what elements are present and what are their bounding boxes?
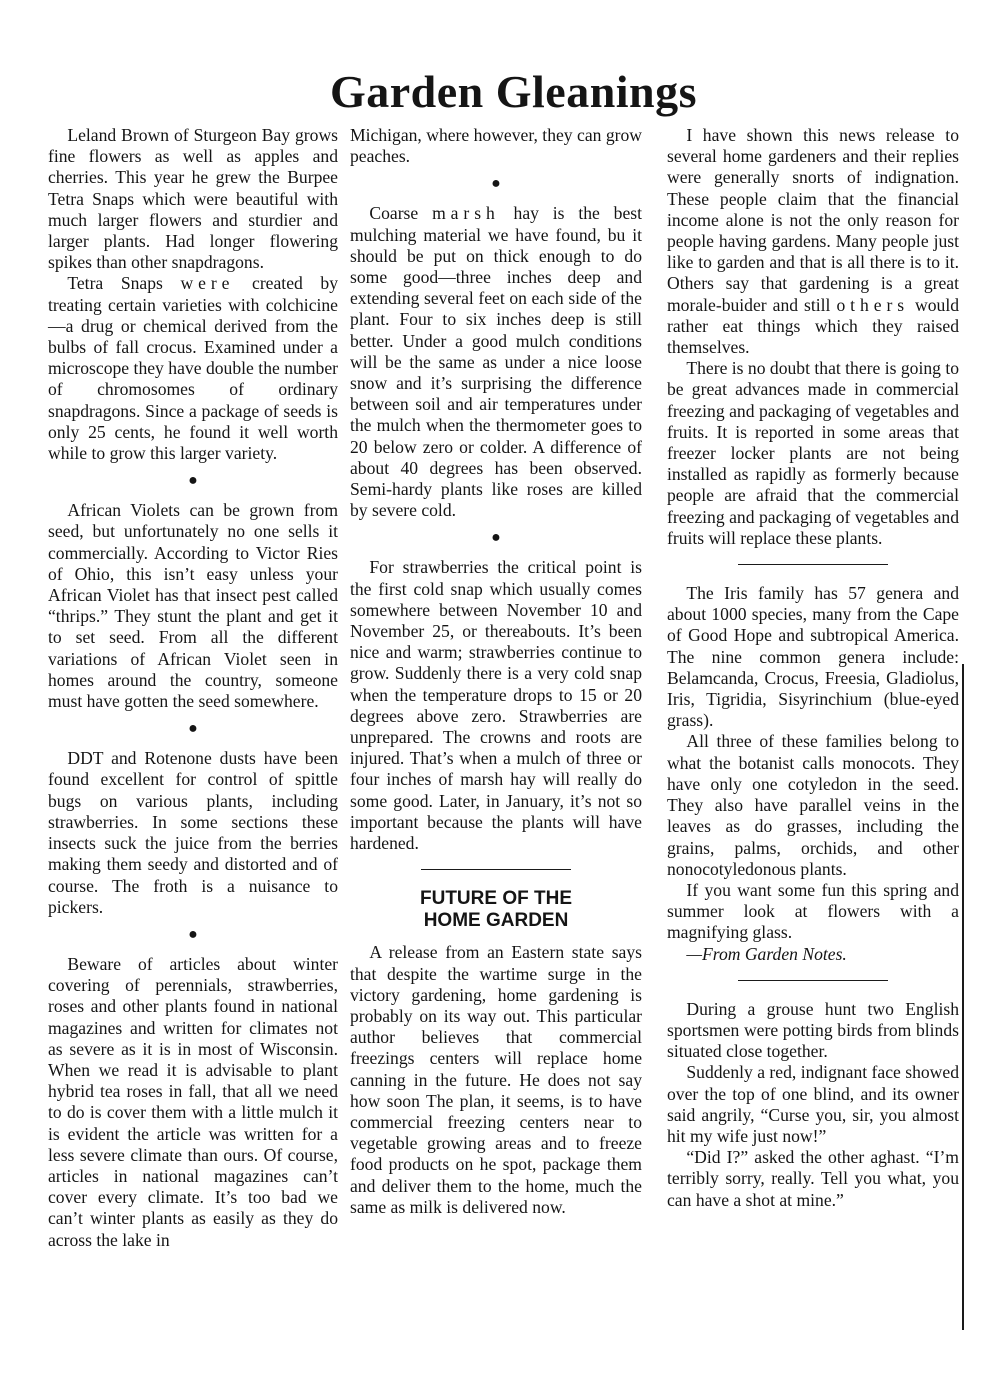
bullet-separator: ● — [491, 529, 501, 547]
text-run-spaced: marsh — [432, 203, 500, 224]
text-run: Tetra Snaps — [67, 273, 163, 294]
heading-line: HOME GARDEN — [423, 910, 569, 932]
bullet-separator: ● — [188, 925, 198, 943]
paragraph-michigan-continuation: Michigan, where however, they can grow peaches. — [350, 125, 642, 167]
bullet-separator: ● — [188, 720, 198, 738]
paragraph-tetra-snaps-colchicine — [48, 273, 338, 464]
section-divider — [738, 564, 888, 565]
page-title: Garden Gleanings — [329, 66, 698, 117]
paragraph-tetra-snaps-intro: Leland Brown of Sturgeon Bay grows fine flowers as well as apples and cherries. This year he grew the Burpee Tetra Snaps which were beautiful with much larger flowers and sturdier and larger plants. Had longer flowering spikes than other snapdragons. — [48, 125, 338, 273]
paragraph-iris-family: The Iris family has 57 genera and about 1000 species, many from the Cape of Good Hope and subtropical America. The nine common genera include: Belamcanda, Crocus, Freesia, Gladiolus, Iris, Tigridia, Sisyrinchium (blue-eyed grass). — [667, 583, 959, 731]
paragraph-strawberries: For strawberries the critical point is the first cold snap which usually comes somewhere between November 10 and November 25, or thereabouts. It’s been nice and warm; strawberries continue to grow. Suddenly there is a very cold snap when the temperature drops to 15 or 20 degrees above zero. Strawberries are unprepared. The crowns and roots are injured. That’s when a mulch of three or four inches of marsh hay will really do some good. Later, in January, it’s not so important because the plants will have hardened. — [350, 557, 642, 854]
section-divider — [421, 869, 571, 870]
section-heading-future-home-garden — [350, 888, 642, 932]
text-run: I have shown this news release to several home gardeners and their replies were generally snorts of indignation. These people claim that the financial income alone is not the only reason for people having gardens. Many people just like to garden and that is all there is to it. Others say that gardening is a great morale-buider and still — [667, 125, 959, 315]
text-run: hay is the best mulching material we have found, bu it should be put on thick enough to do some good—three inches deep and extending several feet on each side of the plant. Four to six inches deep is still better. Under a good mulch conditions will be the same as under a nice loose snow and it’s surprising the difference between soil and air temperatures under the mulch when the thermometer goes to 20 below zero or colder. A difference of about 40 degrees has been observed. Semi-hardy plants like roses are killed by severe cold. — [350, 203, 643, 521]
paragraph-ddt-rotenone: DDT and Rotenone dusts have been found excellent for control of spittle bugs on various plants, including strawberries. In some sections these insects suck the juice from the berries making them seedy and distorted and of course. The froth is a nuisance to pickers. — [48, 748, 338, 917]
paragraph-did-i: “Did I?” asked the other aghast. “I’m terribly sorry, really. Tell you what, you can have a shot at mine.” — [667, 1147, 959, 1210]
paragraph-marsh-hay — [350, 203, 642, 521]
text-run: Coarse — [369, 203, 419, 224]
paragraph-indignant-face: Suddenly a red, indignant face showed over the top of one blind, and its owner said angrily, “Curse you, sir, you almost hit my wife just now!” — [667, 1062, 959, 1146]
paragraph-african-violets: African Violets can be grown from seed, but unfortunately no one sells it commercially. According to Victor Ries of Ohio, this isn’t easy unless your African Violet has that insect pest called “thrips.” They stunt the plant and get it to set seed. From all the different variations of African Violet seen in homes around the country, someone must have gotten the seed somewhere. — [48, 500, 338, 712]
right-column — [667, 125, 959, 1211]
paragraph-eastern-release: A release from an Eastern state says that despite the wartime surge in the victory gardening, home gardening is probably on its way out. This particular author believes that commercial freezings centers will replace home canning in the future. He does not say how soon The plan, it seems, is to have commercial freezing centers near to vegetable growing areas and to freeze food products on he spot, package them and deliver them to the home, much the same as milk is delivered now. — [350, 942, 642, 1217]
bullet-separator: ● — [188, 472, 198, 490]
text-run-spaced: were — [180, 273, 235, 294]
text-run: would rather eat things which they raised themselves. — [667, 294, 959, 358]
attribution-garden-notes: —From Garden Notes. — [686, 943, 847, 964]
paragraph-gardener-replies — [667, 125, 959, 358]
paragraph-magnifying-glass: If you want some fun this spring and summer look at flowers with a magnifying glass. — [667, 879, 959, 943]
paragraph-grouse-hunt: During a grouse hunt two English sportsmen were potting birds from blinds situated close together. — [667, 998, 959, 1062]
paragraph-monocots: All three of these families belong to what the botanist calls monocots. They have only one cotyledon in the seed. They also have parallel veins in the leaves as do grasses, including the grains, palms, orchids, and other nonocotyledonous plants. — [667, 731, 959, 879]
paragraph-winter-covering: Beware of articles about winter covering of perennials, strawberries, roses and other plants found in national magazines and written for climates not as severe as it is in most of Wisconsin. When we read it is advisable to plant hybrid tea roses in fall, that all we need to do is cover them with a little mulch it is evident the article was written for a less severe climate than ours. Of course, articles in national magazines can’t cover every climate. It’s too bad we can’t winter plants as easily as they do across the lake in — [48, 953, 338, 1250]
middle-column — [350, 125, 642, 1218]
vertical-rule — [962, 664, 964, 1330]
heading-line: FUTURE OF THE — [420, 888, 572, 910]
text-run: created by treating certain varieties with colchicine—a drug or chemical derived from the bulbs of fall crocus. Examined under a microscope they have double the number of chromosomes of ordinary snapdragons. Since a package of seeds is only 25 cents, he found it well worth while to grow this larger variety. — [48, 273, 338, 464]
left-column — [48, 125, 338, 1251]
bullet-separator: ● — [491, 175, 501, 193]
paragraph-freezing-advances: There is no doubt that there is going to be great advances made in commercial freezing and packaging of vegetables and fruits. It is reported in some areas that freezer locker plants are not being installed as rapidly as formerly because people are afraid that the commercial freezing and packaging of vegetables and fruits will replace these plants. — [667, 358, 960, 548]
section-divider — [738, 980, 888, 981]
text-run-spaced: others — [836, 294, 910, 315]
